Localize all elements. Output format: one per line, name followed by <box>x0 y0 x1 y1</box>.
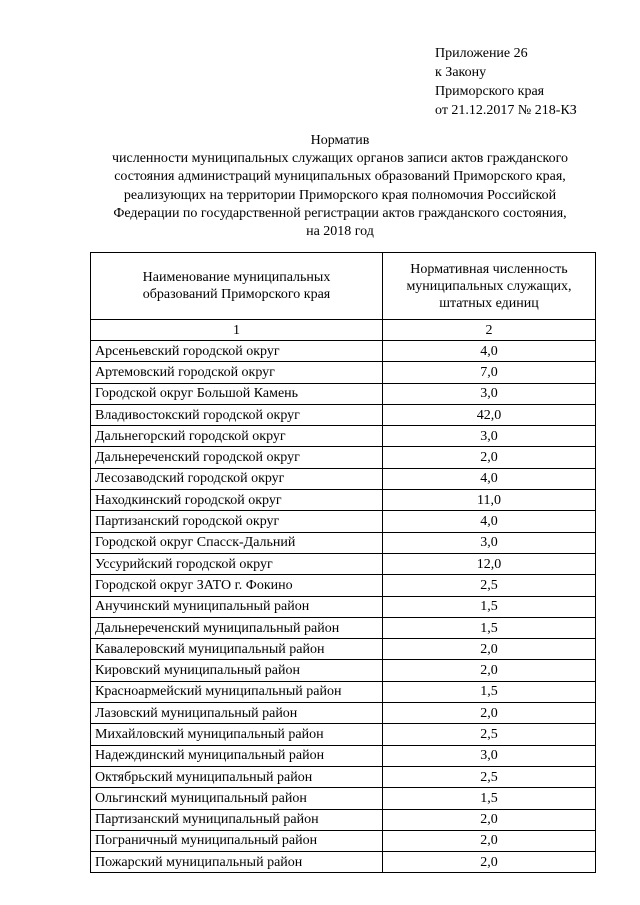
table-row <box>91 511 596 532</box>
title-line: численности муниципальных служащих органов записи актов гражданского <box>111 151 569 167</box>
staff-count-value: 3,0 <box>383 532 596 553</box>
title-line: Норматив <box>310 133 370 148</box>
staff-count-value: 2,0 <box>383 703 596 724</box>
table-row <box>91 766 596 787</box>
column-number: 2 <box>383 320 596 341</box>
appendix-line: Приморского края <box>435 84 545 99</box>
municipality-name: Кировский муниципальный район <box>91 660 383 681</box>
appendix-note <box>435 44 577 120</box>
municipality-name: Партизанский муниципальный район <box>91 809 383 830</box>
municipality-name: Дальнегорский городской округ <box>91 426 383 447</box>
municipality-name: Пожарский муниципальный район <box>91 852 383 873</box>
staff-count-value: 1,5 <box>383 617 596 638</box>
staff-count-value: 7,0 <box>383 362 596 383</box>
staff-count-value: 2,0 <box>383 639 596 660</box>
table-body <box>91 341 596 873</box>
municipality-name: Кавалеровский муниципальный район <box>91 639 383 660</box>
municipality-name: Анучинский муниципальный район <box>91 596 383 617</box>
table-row <box>91 490 596 511</box>
table-row <box>91 532 596 553</box>
title-line: реализующих на территории Приморского края полномочия Российской <box>123 187 557 203</box>
staff-count-value: 2,5 <box>383 724 596 745</box>
municipality-name: Городской округ Спасск-Дальний <box>91 532 383 553</box>
staff-count-value: 4,0 <box>383 341 596 362</box>
table-row <box>91 681 596 702</box>
table-row <box>91 724 596 745</box>
header-line: Нормативная численность <box>410 261 568 277</box>
table-row <box>91 852 596 873</box>
column-number-row <box>91 320 596 341</box>
table-row <box>91 468 596 489</box>
staff-count-value: 3,0 <box>383 426 596 447</box>
staff-count-value: 4,0 <box>383 511 596 532</box>
municipality-name: Лесозаводский городской округ <box>91 468 383 489</box>
table-row <box>91 383 596 404</box>
norms-table <box>90 252 596 873</box>
municipality-name: Надеждинский муниципальный район <box>91 745 383 766</box>
column-number: 1 <box>91 320 383 341</box>
staff-count-value: 4,0 <box>383 468 596 489</box>
municipality-name: Находкинский городской округ <box>91 490 383 511</box>
municipality-name: Лазовский муниципальный район <box>91 703 383 724</box>
staff-count-value: 2,0 <box>383 852 596 873</box>
municipality-name: Владивостокский городской округ <box>91 404 383 425</box>
municipality-name: Партизанский городской округ <box>91 511 383 532</box>
table-row <box>91 660 596 681</box>
appendix-line: Приложение 26 <box>435 46 528 61</box>
staff-count-value: 2,0 <box>383 660 596 681</box>
municipality-name: Дальнереченский городской округ <box>91 447 383 468</box>
municipality-name: Арсеньевский городской округ <box>91 341 383 362</box>
header-line: штатных единиц <box>439 295 539 311</box>
table-row <box>91 362 596 383</box>
staff-count-value: 12,0 <box>383 553 596 574</box>
staff-count-value: 2,0 <box>383 830 596 851</box>
staff-count-value: 11,0 <box>383 490 596 511</box>
table-row <box>91 341 596 362</box>
table-row <box>91 745 596 766</box>
header-staff-count <box>383 253 596 320</box>
title-line: на 2018 год <box>306 224 374 240</box>
staff-count-value: 3,0 <box>383 745 596 766</box>
header-line: образований Приморского края <box>142 287 331 302</box>
table-row <box>91 788 596 809</box>
appendix-line: от 21.12.2017 № 218-КЗ <box>435 103 577 118</box>
table-row <box>91 703 596 724</box>
appendix-line: к Закону <box>435 65 487 80</box>
municipality-name: Городской округ ЗАТО г. Фокино <box>91 575 383 596</box>
municipality-name: Октябрьский муниципальный район <box>91 766 383 787</box>
table-row <box>91 809 596 830</box>
staff-count-value: 42,0 <box>383 404 596 425</box>
municipality-name: Красноармейский муниципальный район <box>91 681 383 702</box>
staff-count-value: 1,5 <box>383 681 596 702</box>
staff-count-value: 1,5 <box>383 596 596 617</box>
municipality-name: Ольгинский муниципальный район <box>91 788 383 809</box>
municipality-name: Уссурийский городской округ <box>91 553 383 574</box>
table-row <box>91 447 596 468</box>
staff-count-value: 3,0 <box>383 383 596 404</box>
table-row <box>91 617 596 638</box>
title-line: состояния администраций муниципальных образований Приморского края, <box>114 169 566 185</box>
table-row <box>91 639 596 660</box>
municipality-name: Дальнереченский муниципальный район <box>91 617 383 638</box>
municipality-name: Городской округ Большой Камень <box>91 383 383 404</box>
table-header-row <box>91 253 596 320</box>
table-row <box>91 596 596 617</box>
staff-count-value: 1,5 <box>383 788 596 809</box>
table-row <box>91 553 596 574</box>
staff-count-value: 2,0 <box>383 809 596 830</box>
table-row <box>91 575 596 596</box>
table-row <box>91 830 596 851</box>
header-line: муниципальных служащих, <box>406 278 572 294</box>
table-row <box>91 404 596 425</box>
document-title <box>60 132 620 241</box>
header-municipality <box>91 253 383 320</box>
title-line: Федерации по государственной регистрации актов гражданского состояния, <box>113 205 567 221</box>
header-line: Наименование муниципальных <box>142 270 331 285</box>
staff-count-value: 2,5 <box>383 766 596 787</box>
municipality-name: Пограничный муниципальный район <box>91 830 383 851</box>
staff-count-value: 2,5 <box>383 575 596 596</box>
municipality-name: Артемовский городской округ <box>91 362 383 383</box>
table-row <box>91 426 596 447</box>
staff-count-value: 2,0 <box>383 447 596 468</box>
municipality-name: Михайловский муниципальный район <box>91 724 383 745</box>
